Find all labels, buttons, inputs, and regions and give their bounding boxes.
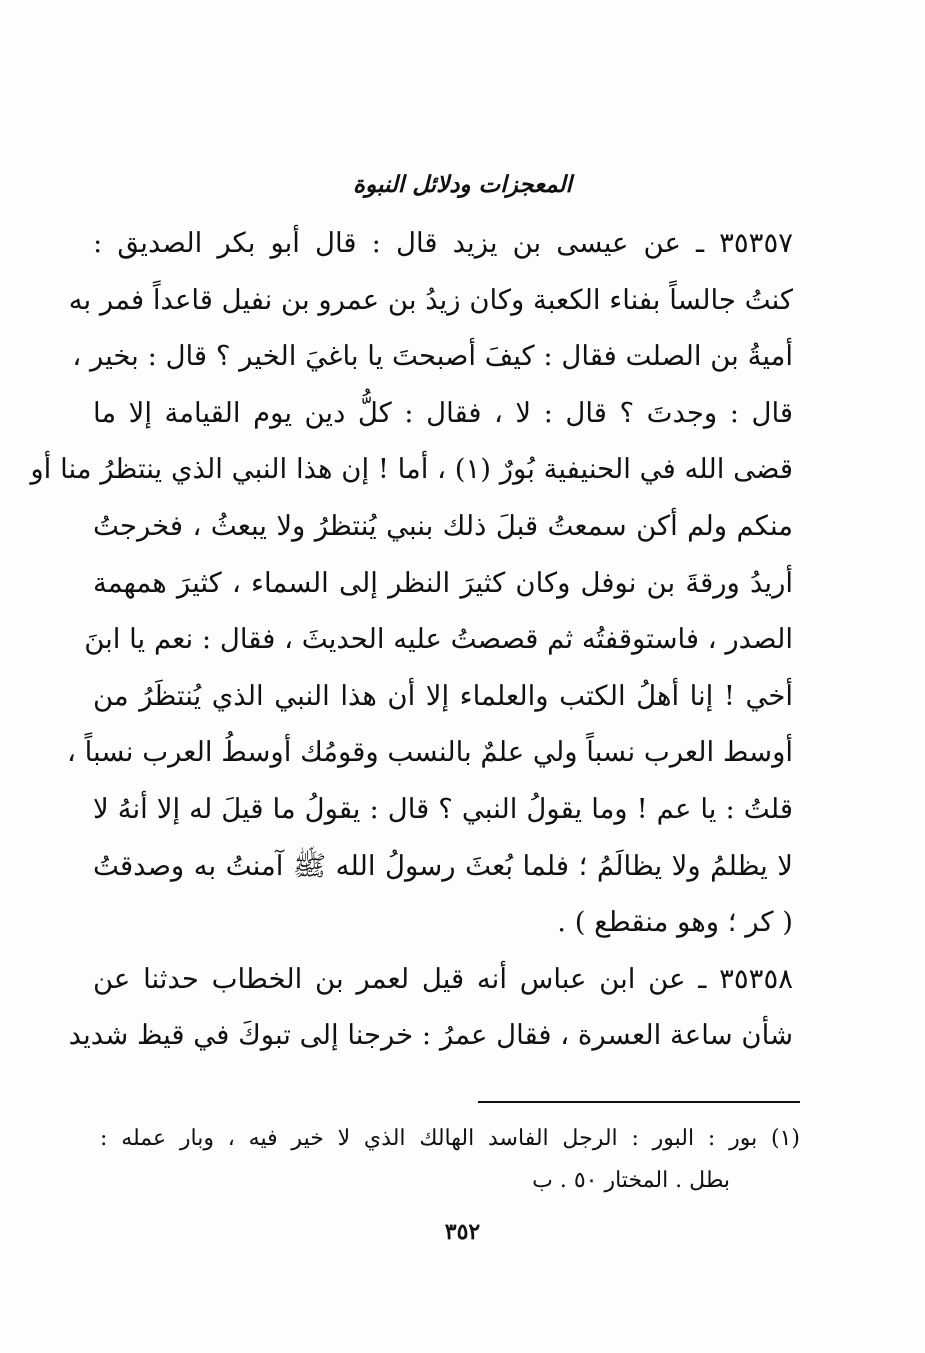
text-line: لا يظلمُ ولا يظالَمُ ؛ فلما بُعثَ رسولُ الله ﷺ آمنتُ به وصدقتُ <box>93 849 793 882</box>
text-line: قلتُ : يا عم ! وما يقولُ النبي ؟ قال : يقولُ ما قيلَ له إلا أنهُ لا <box>93 792 793 825</box>
page-number: ٣٥٢ <box>444 1219 481 1245</box>
footnote-line: (١) بور : البور : الرجل الفاسد الهالك الذي لا خير فيه ، وبار عمله : <box>100 1126 800 1151</box>
text-line: ٣٥٣٥٨ ـ عن ابن عباس أنه قيل لعمر بن الخطاب حدثنا عن <box>93 962 793 995</box>
footnote-divider <box>478 1101 800 1103</box>
text-line: أوسط العرب نسباً ولي علمٌ بالنسب وقومُك أوسطُ العرب نسباً ، <box>66 736 793 769</box>
text-line: الصدر ، فاستوقفتُه ثم قصصتُ عليه الحديثَ ، فقال : نعم يا ابنَ <box>84 623 793 656</box>
text-line: ( كر ؛ وهو منقطع ) . <box>557 906 793 939</box>
text-line: أميةُ بن الصلت فقال : كيفَ أصبحتَ يا باغيَ الخير ؟ قال : بخير ، <box>72 340 793 373</box>
text-line: قال : وجدتَ ؟ قال : لا ، فقال : كلُّ دين يوم القيامة إلا ما <box>93 396 793 429</box>
text-line: أخي ! إنا أهلُ الكتب والعلماء إلا أن هذا النبي الذي يُنتظَرُ من <box>93 679 793 712</box>
text-line: منكم ولم أكن سمعتُ قبلَ ذلك بنبي يُنتظرُ ولا يبعثُ ، فخرجتُ <box>93 509 793 542</box>
text-line: أريدُ ورقةَ بن نوفل وكان كثيرَ النظر إلى السماء ، كثيرَ همهمة <box>93 566 793 599</box>
footnote-line: بطل . المختار ٥٠ . ب <box>532 1168 730 1193</box>
footnotes <box>100 1118 800 1202</box>
text-line: قضى الله في الحنيفية بُورٌ (١) ، أما ! إن هذا النبي الذي ينتظرُ منا أو <box>30 453 793 486</box>
body-text <box>30 215 793 1064</box>
text-line: كنتُ جالساً بفناء الكعبة وكان زيدُ بن عمرو بن نفيل قاعداً فمر به <box>68 283 793 316</box>
page-header: المعجزات ودلائل النبوة <box>353 171 572 198</box>
text-line: ٣٥٣٥٧ ـ عن عيسى بن يزيد قال : قال أبو بكر الصديق : <box>93 227 793 259</box>
text-line: شأن ساعة العسرة ، فقال عمرُ : خرجنا إلى تبوكَ في قيظ شديد <box>68 1019 793 1052</box>
